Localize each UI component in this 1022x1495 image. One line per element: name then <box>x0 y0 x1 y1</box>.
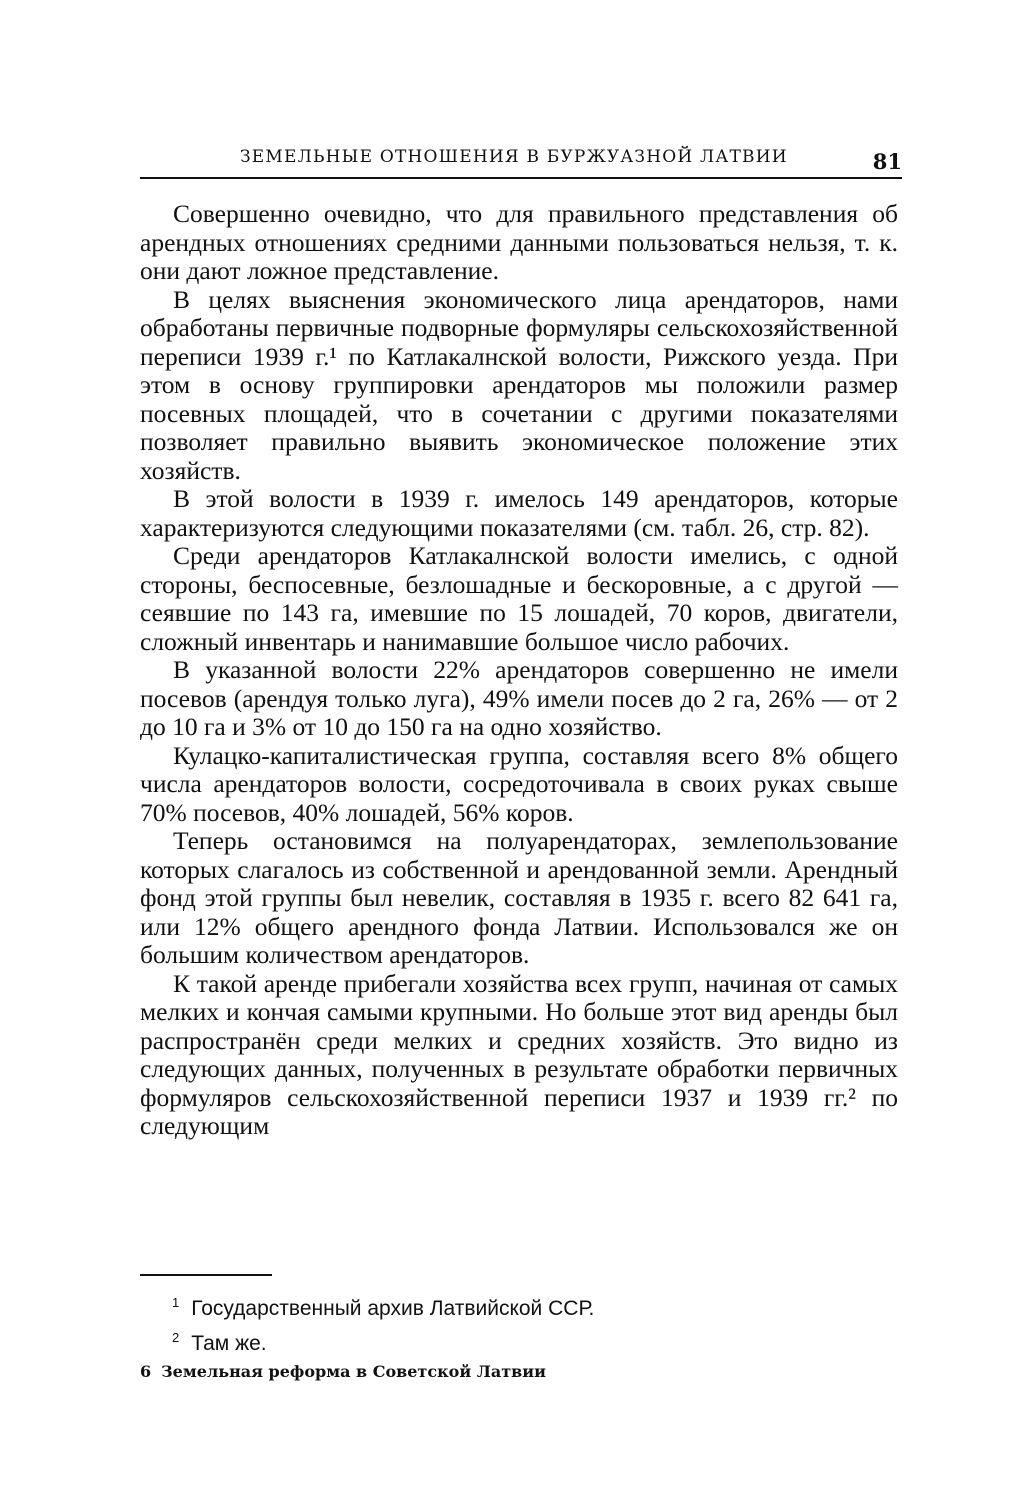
footnote-mark: 2 <box>172 1330 180 1345</box>
paragraph: Совершенно очевидно, что для правильного представления об арендных отношениях средними данными пользоваться нельзя, т. к. они дают ложное представление. <box>140 199 898 285</box>
printer-signature <box>140 1362 546 1381</box>
page-number: 81 <box>872 149 902 174</box>
footnote <box>172 1288 872 1323</box>
signature-number: 6 <box>140 1362 152 1381</box>
footnote <box>172 1323 872 1358</box>
header-rule <box>140 177 902 179</box>
paragraph: В указанной волости 22% арендаторов совершенно не имели посевов (арендуя только луга), 49% имели посев до 2 га, 26% — от 2 до 10 га и 3% от 10 до 150 га на одно хозяйство. <box>140 655 898 741</box>
footnote-rule <box>140 1274 272 1276</box>
footnote-text: Там же. <box>191 1332 267 1355</box>
signature-text: Земельная реформа в Советской Латвии <box>161 1362 547 1381</box>
footnotes <box>172 1288 872 1358</box>
paragraph: В этой волости в 1939 г. имелось 149 арендаторов, которые характеризуются следующими показателями (см. табл. 26, стр. 82). <box>140 484 898 542</box>
body-text <box>140 200 898 1141</box>
paragraph: Среди арендаторов Катлакалнской волости имелись, с одной стороны, беспосевные, безлошадные и бескоровные, а с другой — сеявшие по 143 га, имевшие по 15 лошадей, 70 коров, двигатели, сложный инвентарь и нанимавшие большое число рабочих. <box>140 541 898 656</box>
footnote-mark: 1 <box>172 1295 180 1310</box>
footnote-text: Государственный архив Латвийской ССР. <box>191 1297 595 1320</box>
running-title: ЗЕМЕЛЬНЫЕ ОТНОШЕНИЯ В БУРЖУАЗНОЙ ЛАТВИИ <box>240 147 788 167</box>
paragraph: Теперь остановимся на полуарендаторах, землепользование которых слагалось из собственной и арендованной земли. Арендный фонд этой группы был невелик, составляя в 1935 г. всего 82 641 га, или 12% общего арендного фонда Латвии. Использовался же он большим количеством арендаторов. <box>140 826 898 969</box>
running-header <box>140 145 902 181</box>
paragraph: К такой аренде прибегали хозяйства всех групп, начиная от самых мелких и кончая самыми крупными. Но больше этот вид аренды был распространён среди мелких и средних хозяйств. Это видно из следующих данных, полученных в результате обработки первичных формуляров сельскохозяйственной переписи 1937 и 1939 гг.² по следующим <box>140 968 898 1140</box>
paragraph: Кулацко-капиталистическая группа, составляя всего 8% общего числа арендаторов волости, сосредоточивала в своих руках свыше 70% посевов, 40% лошадей, 56% коров. <box>140 740 898 827</box>
paragraph: В целях выяснения экономического лица арендаторов, нами обработаны первичные подворные формуляры сельскохозяйственной переписи 1939 г.¹ по Катлакалнской волости, Рижского уезда. При этом в основу группировки арендаторов мы положили размер посевных площадей, что в сочетании с другими показателями позволяет правильно выявить экономическое положение этих хозяйств. <box>140 284 898 485</box>
